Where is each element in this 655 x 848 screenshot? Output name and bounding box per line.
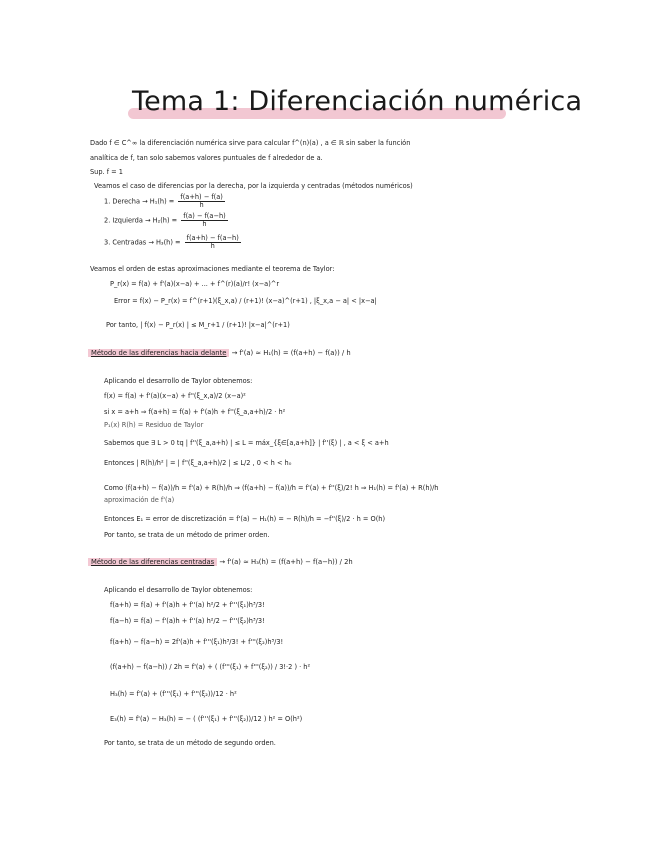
forward-line-5: Sabemos que ∃ L > 0 tq | f''(ξ_a,a+h) | ≤ L = máx_{ξ∈[a,a+h]} | f''(ξ) | , a < ξ < a+h	[104, 439, 389, 447]
forward-line-1: Aplicando el desarrollo de Taylor obtenemos:	[104, 377, 253, 385]
centered-line-3: f(a−h) = f(a) − f'(a)h + f''(a) h²/2 − f'''(ξ₂)h³/3!	[110, 617, 265, 625]
forward-line-6: Entonces | R(h)/h² | = | f''(ξ_a,a+h)/2 | ≤ L/2 , 0 < h < h₀	[104, 459, 292, 467]
section-formula: → f'(a) ≈ H₃(h) = (f(a+h) − f(a−h)) / 2h	[219, 558, 353, 566]
method-left	[104, 213, 230, 228]
section-forward-heading	[88, 349, 351, 357]
section-formula: → f'(a) ≈ H₁(h) = (f(a+h) − f(a)) / h	[231, 349, 351, 357]
forward-line-9: Entonces E₁ = error de discretización = f'(a) − H₁(h) = − R(h)/h = −f''(ξ)/2 · h = O(h)	[104, 515, 386, 523]
method-lhs: H₁(h) =	[149, 197, 175, 206]
intro-line-3: Sup. f = 1	[90, 168, 123, 176]
method-label: 1. Derecha →	[104, 197, 148, 206]
centered-line-1: Aplicando el desarrollo de Taylor obtenemos:	[104, 586, 253, 594]
taylor-line-2: Error = f(x) − P_r(x) = f^(r+1)(ξ_x,a) / (r+1)! (x−a)^(r+1) , |ξ_x,a − a| < |x−a|	[114, 297, 377, 305]
methods-intro: Veamos el caso de diferencias por la derecha, por la izquierda y centradas (métodos numéricos)	[94, 182, 413, 190]
section-centered-heading	[88, 558, 353, 566]
method-right	[104, 194, 227, 209]
method-fraction	[185, 235, 241, 250]
forward-line-7: Como (f(a+h) − f(a))/h = f'(a) + R(h)/h ⇒ (f(a+h) − f(a))/h = f'(a) + f''(ξ)/2! h ⇒ H₁(h) = f'(a) + R(h)/h	[104, 484, 439, 492]
forward-line-8: aproximación de f'(a)	[104, 496, 175, 504]
method-centered	[104, 235, 243, 250]
fraction-denominator: h	[210, 242, 215, 250]
method-fraction	[178, 194, 224, 209]
section-heading-text: Método de las diferencias hacia delante	[88, 349, 229, 357]
method-lhs: H₃(h) =	[155, 238, 181, 247]
fraction-numerator: f(a) − f(a−h)	[183, 212, 226, 220]
taylor-line-1: P_r(x) = f(a) + f'(a)(x−a) + ... + f^(r)(a)/r! (x−a)^r	[110, 280, 280, 288]
centered-line-7: E₃(h) = f'(a) − H₃(h) = − ( (f'''(ξ₁) + f'''(ξ₂))/12 ) h² = O(h²)	[110, 715, 303, 723]
taylor-intro: Veamos el orden de estas aproximaciones mediante el teorema de Taylor:	[90, 265, 335, 273]
centered-line-4: f(a+h) − f(a−h) = 2f'(a)h + f'''(ξ₁)h³/3! + f'''(ξ₂)h³/3!	[110, 638, 284, 646]
section-heading-text: Método de las diferencias centradas	[88, 558, 217, 566]
method-lhs: H₂(h) =	[152, 216, 178, 225]
fraction-numerator: f(a+h) − f(a−h)	[186, 234, 239, 242]
method-label: 2. Izquierda →	[104, 216, 151, 225]
centered-line-8: Por tanto, se trata de un método de segundo orden.	[104, 739, 276, 747]
fraction-denominator: h	[199, 201, 204, 209]
forward-line-2: f(x) = f(a) + f'(a)(x−a) + f''(ξ_x,a)/2 (x−a)²	[104, 392, 246, 400]
taylor-line-3: Por tanto, | f(x) − P_r(x) | ≤ M_r+1 / (r+1)! |x−a|^(r+1)	[106, 321, 290, 329]
fraction-denominator: h	[202, 220, 207, 228]
forward-line-10: Por tanto, se trata de un método de primer orden.	[104, 531, 270, 539]
page-title: Tema 1: Diferenciación numérica	[132, 86, 583, 117]
centered-line-5: (f(a+h) − f(a−h)) / 2h = f'(a) + ( (f'''(ξ₁) + f'''(ξ₂)) / 3!·2 ) · h²	[110, 663, 311, 671]
centered-line-6: H₃(h) = f'(a) + (f'''(ξ₁) + f'''(ξ₂))/12 · h²	[110, 690, 237, 698]
intro-line-1: Dado f ∈ C^∞ la diferenciación numérica sirve para calcular f^(n)(a) , a ∈ ℝ sin saber la función	[90, 139, 411, 147]
centered-line-2: f(a+h) = f(a) + f'(a)h + f''(a) h²/2 + f'''(ξ₁)h³/3!	[110, 601, 265, 609]
method-label: 3. Centradas →	[104, 238, 154, 247]
method-fraction	[181, 213, 227, 228]
forward-line-3: si x = a+h ⇒ f(a+h) = f(a) + f'(a)h + f''(ξ_a,a+h)/2 · h²	[104, 408, 286, 416]
fraction-numerator: f(a+h) − f(a)	[180, 193, 223, 201]
intro-line-2: analítica de f, tan solo sabemos valores puntuales de f alrededor de a.	[90, 154, 323, 162]
title-block	[128, 84, 583, 124]
forward-line-4: P₁(x) R(h) = Residuo de Taylor	[104, 421, 204, 429]
